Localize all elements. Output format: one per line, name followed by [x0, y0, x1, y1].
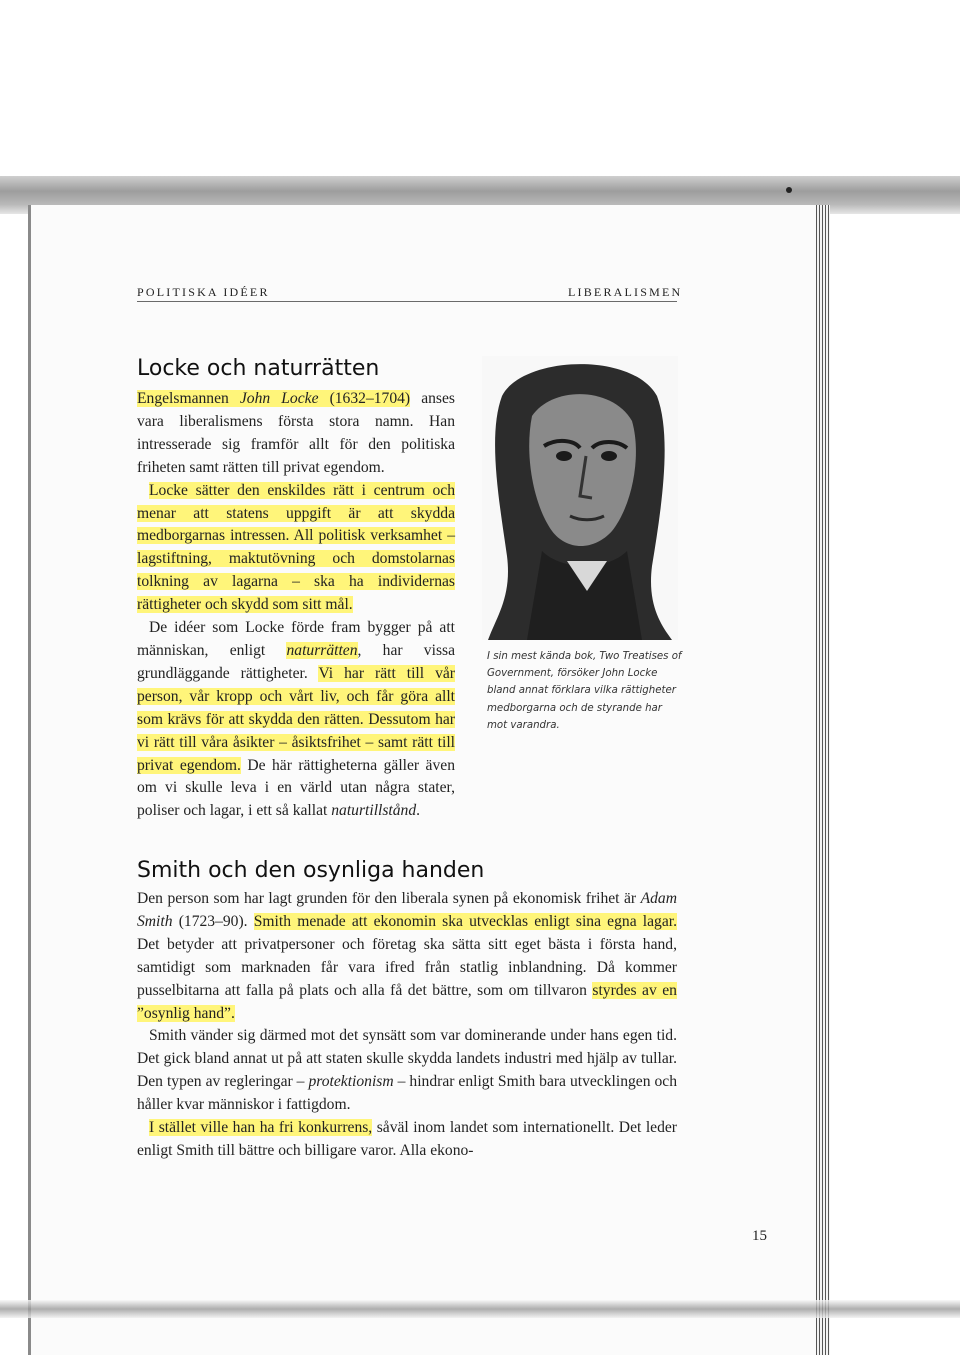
highlight: styrdes av en ”osynlig hand”.	[137, 981, 677, 1022]
smith-paragraph-2: Smith vänder sig därmed mot det synsätt som var dominerande under hans egen tid. Det gick bland annat ut på att staten skulle skydda landets industri med hjälp av tullar. Den typen av regleringar – protektionism – hindrar enligt Smith bara utvecklingen och håller kvar människor i fattigdom.	[137, 1027, 677, 1114]
smith-paragraph-3: I stället ville han ha fri konkurrens, såväl inom landet som internationellt. Det leder enligt Smith till bättre och billigare varor. Alla ekono-	[137, 1119, 677, 1159]
john-locke-portrait	[482, 356, 678, 640]
portrait-caption: I sin mest kända bok, Two Treatises of Government, försöker John Locke bland annat förklara vilka rättigheter medborgarna och de styrande har mot varandra.	[487, 651, 682, 731]
running-head-right: LIBERALISMEN	[568, 285, 683, 299]
highlight: Smith menade att ekonomin ska utvecklas enligt sina egna lagar.	[253, 912, 677, 930]
scan-speck	[786, 187, 792, 193]
smith-paragraph-1: Den person som har lagt grunden för den liberala synen på ekonomisk frihet är Adam Smith (1723–90). Smith menade att ekonomin ska utvecklas enligt sina egna lagar. Det betyder att privatpersoner och företag ska sätta sitt eget bästa i första hand, samtidigt som marknaden får vara ifred från statlig inblandning. Då kommer pusselbitarna att falla på plats och alla få det bättre, som om tillvaron styrdes av en ”osynlig hand”.	[137, 890, 677, 1022]
locke-paragraph-3: De idéer som Locke förde fram bygger på att människan, enligt naturrätten, har vissa grundläggande rättigheter. Vi har rätt till vår person, vår kropp och vårt liv, och får göra allt som krävs för att skydda den rätten. Dessutom har vi rätt till våra åsikter – åsiktsfrihet – samt rätt till privat egendom. De här rättigheterna gäller även om vi skulle leva i en värld utan några stater, poliser och lagar, i ett så kallat naturtillstånd.	[137, 619, 455, 820]
highlight: naturrätten	[286, 641, 358, 659]
page-number: 15	[752, 1228, 767, 1244]
locke-paragraph-1: Engelsmannen John Locke (1632–1704) anses vara liberalismens första stora namn. Han intresserade sig framför allt för den politiska friheten samt rätten till privat egendom.	[137, 390, 455, 476]
section-title-locke: Locke och naturrätten	[137, 356, 380, 381]
locke-text-column	[137, 388, 455, 823]
scan-shadow-bottom	[0, 1300, 960, 1318]
section-title-smith: Smith och den osynliga handen	[137, 858, 485, 883]
running-head-left: POLITISKA IDÉER	[137, 285, 270, 299]
page-edge	[816, 205, 830, 1355]
highlight: Vi har rätt till vår person, vår kropp och vårt liv, och får göra allt som krävs för att skydda den rätten. Dessutom har vi rätt till våra åsikter – åsiktsfrihet – samt rätt till privat egendom.	[137, 664, 455, 774]
highlight: I stället ville han ha fri konkurrens,	[149, 1119, 373, 1137]
smith-text-column	[137, 888, 677, 1163]
header-rule	[137, 301, 677, 302]
highlight: Locke sätter den enskildes rätt i centrum och menar att statens uppgift är att skydda medborgarnas intressen. All politisk verksamhet – lagstiftning, maktutövning och domstolarnas tolkning av lagarna – ska ha individernas rättigheter och skydd som sitt mål.	[137, 481, 455, 614]
highlight: Engelsmannen John Locke (1632–1704)	[137, 390, 411, 407]
locke-paragraph-2	[137, 480, 455, 617]
